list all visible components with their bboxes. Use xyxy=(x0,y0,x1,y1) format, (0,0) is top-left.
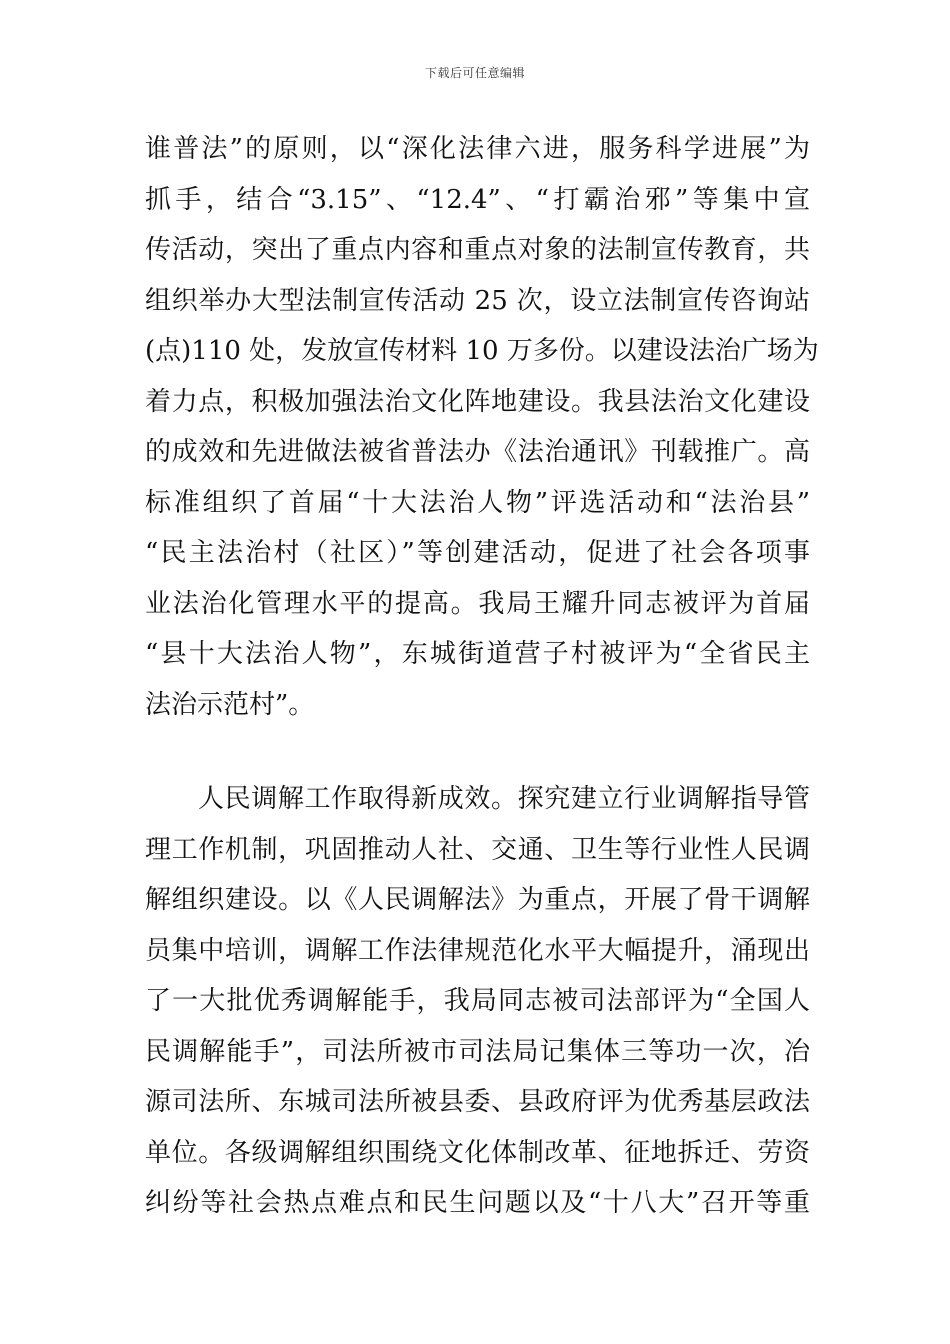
paragraph-line: 源司法所、东城司法所被县委、县政府评为优秀基层政法 xyxy=(145,1087,810,1117)
paragraph-2 xyxy=(145,774,810,1229)
paragraph-line: 抓手，结合“3.15”、“12.4”、“打霸治邪”等集中宣 xyxy=(145,184,810,215)
paragraph-line: 纠纷等社会热点难点和民生问题以及“十八大”召开等重 xyxy=(145,1188,810,1218)
paragraph-1 xyxy=(145,124,819,730)
paragraph-line: 民调解能手”，司法所被市司法局记集体三等功一次，冶 xyxy=(145,1036,810,1067)
paragraph-line: 组织举办大型法制宣传活动 25 次，设立法制宣传咨询站 xyxy=(145,285,810,316)
paragraph-line: 标准组织了首届“十大法治人物”评选活动和“法治县” xyxy=(145,487,810,518)
paragraph-line: 单位。各级调解组织围绕文化体制改革、征地拆迁、劳资 xyxy=(145,1137,810,1168)
paragraph-line: 业法治化管理水平的提高。我局王耀升同志被评为首届 xyxy=(145,588,810,619)
paragraph-line: (点)110 处，发放宣传材料 10 万多份。以建设法治广场为 xyxy=(145,336,819,366)
paragraph-line: 传活动，突出了重点内容和重点对象的法制宣传教育，共 xyxy=(145,235,810,265)
paragraph-line: “县十大法治人物”，东城街道营子村被评为“全省民主 xyxy=(145,639,810,669)
paragraph-line: 员集中培训，调解工作法律规范化水平大幅提升，涌现出 xyxy=(145,935,810,966)
paragraph-line: 理工作机制，巩固推动人社、交通、卫生等行业性人民调 xyxy=(145,834,810,865)
paragraph-line: 人民调解工作取得新成效。探究建立行业调解指导管 xyxy=(198,784,810,814)
paragraph-line: 法治示范村”。 xyxy=(145,689,315,720)
paragraph-line: 解组织建设。以《人民调解法》为重点，开展了骨干调解 xyxy=(145,885,810,915)
paragraph-line: 谁普法”的原则，以“深化法律六进，服务科学进展”为 xyxy=(145,134,810,164)
paragraph-line: 着力点，积极加强法治文化阵地建设。我县法治文化建设 xyxy=(145,386,810,417)
paragraph-line: “民主法治村（社区）”等创建活动，促进了社会各项事 xyxy=(145,538,810,568)
paragraph-line: 了一大批优秀调解能手，我局同志被司法部评为“全国人 xyxy=(145,986,810,1016)
paragraph-line: 的成效和先进做法被省普法办《法治通讯》刊载推广。高 xyxy=(145,437,810,467)
page-header: 下载后可任意编辑 xyxy=(424,66,525,80)
